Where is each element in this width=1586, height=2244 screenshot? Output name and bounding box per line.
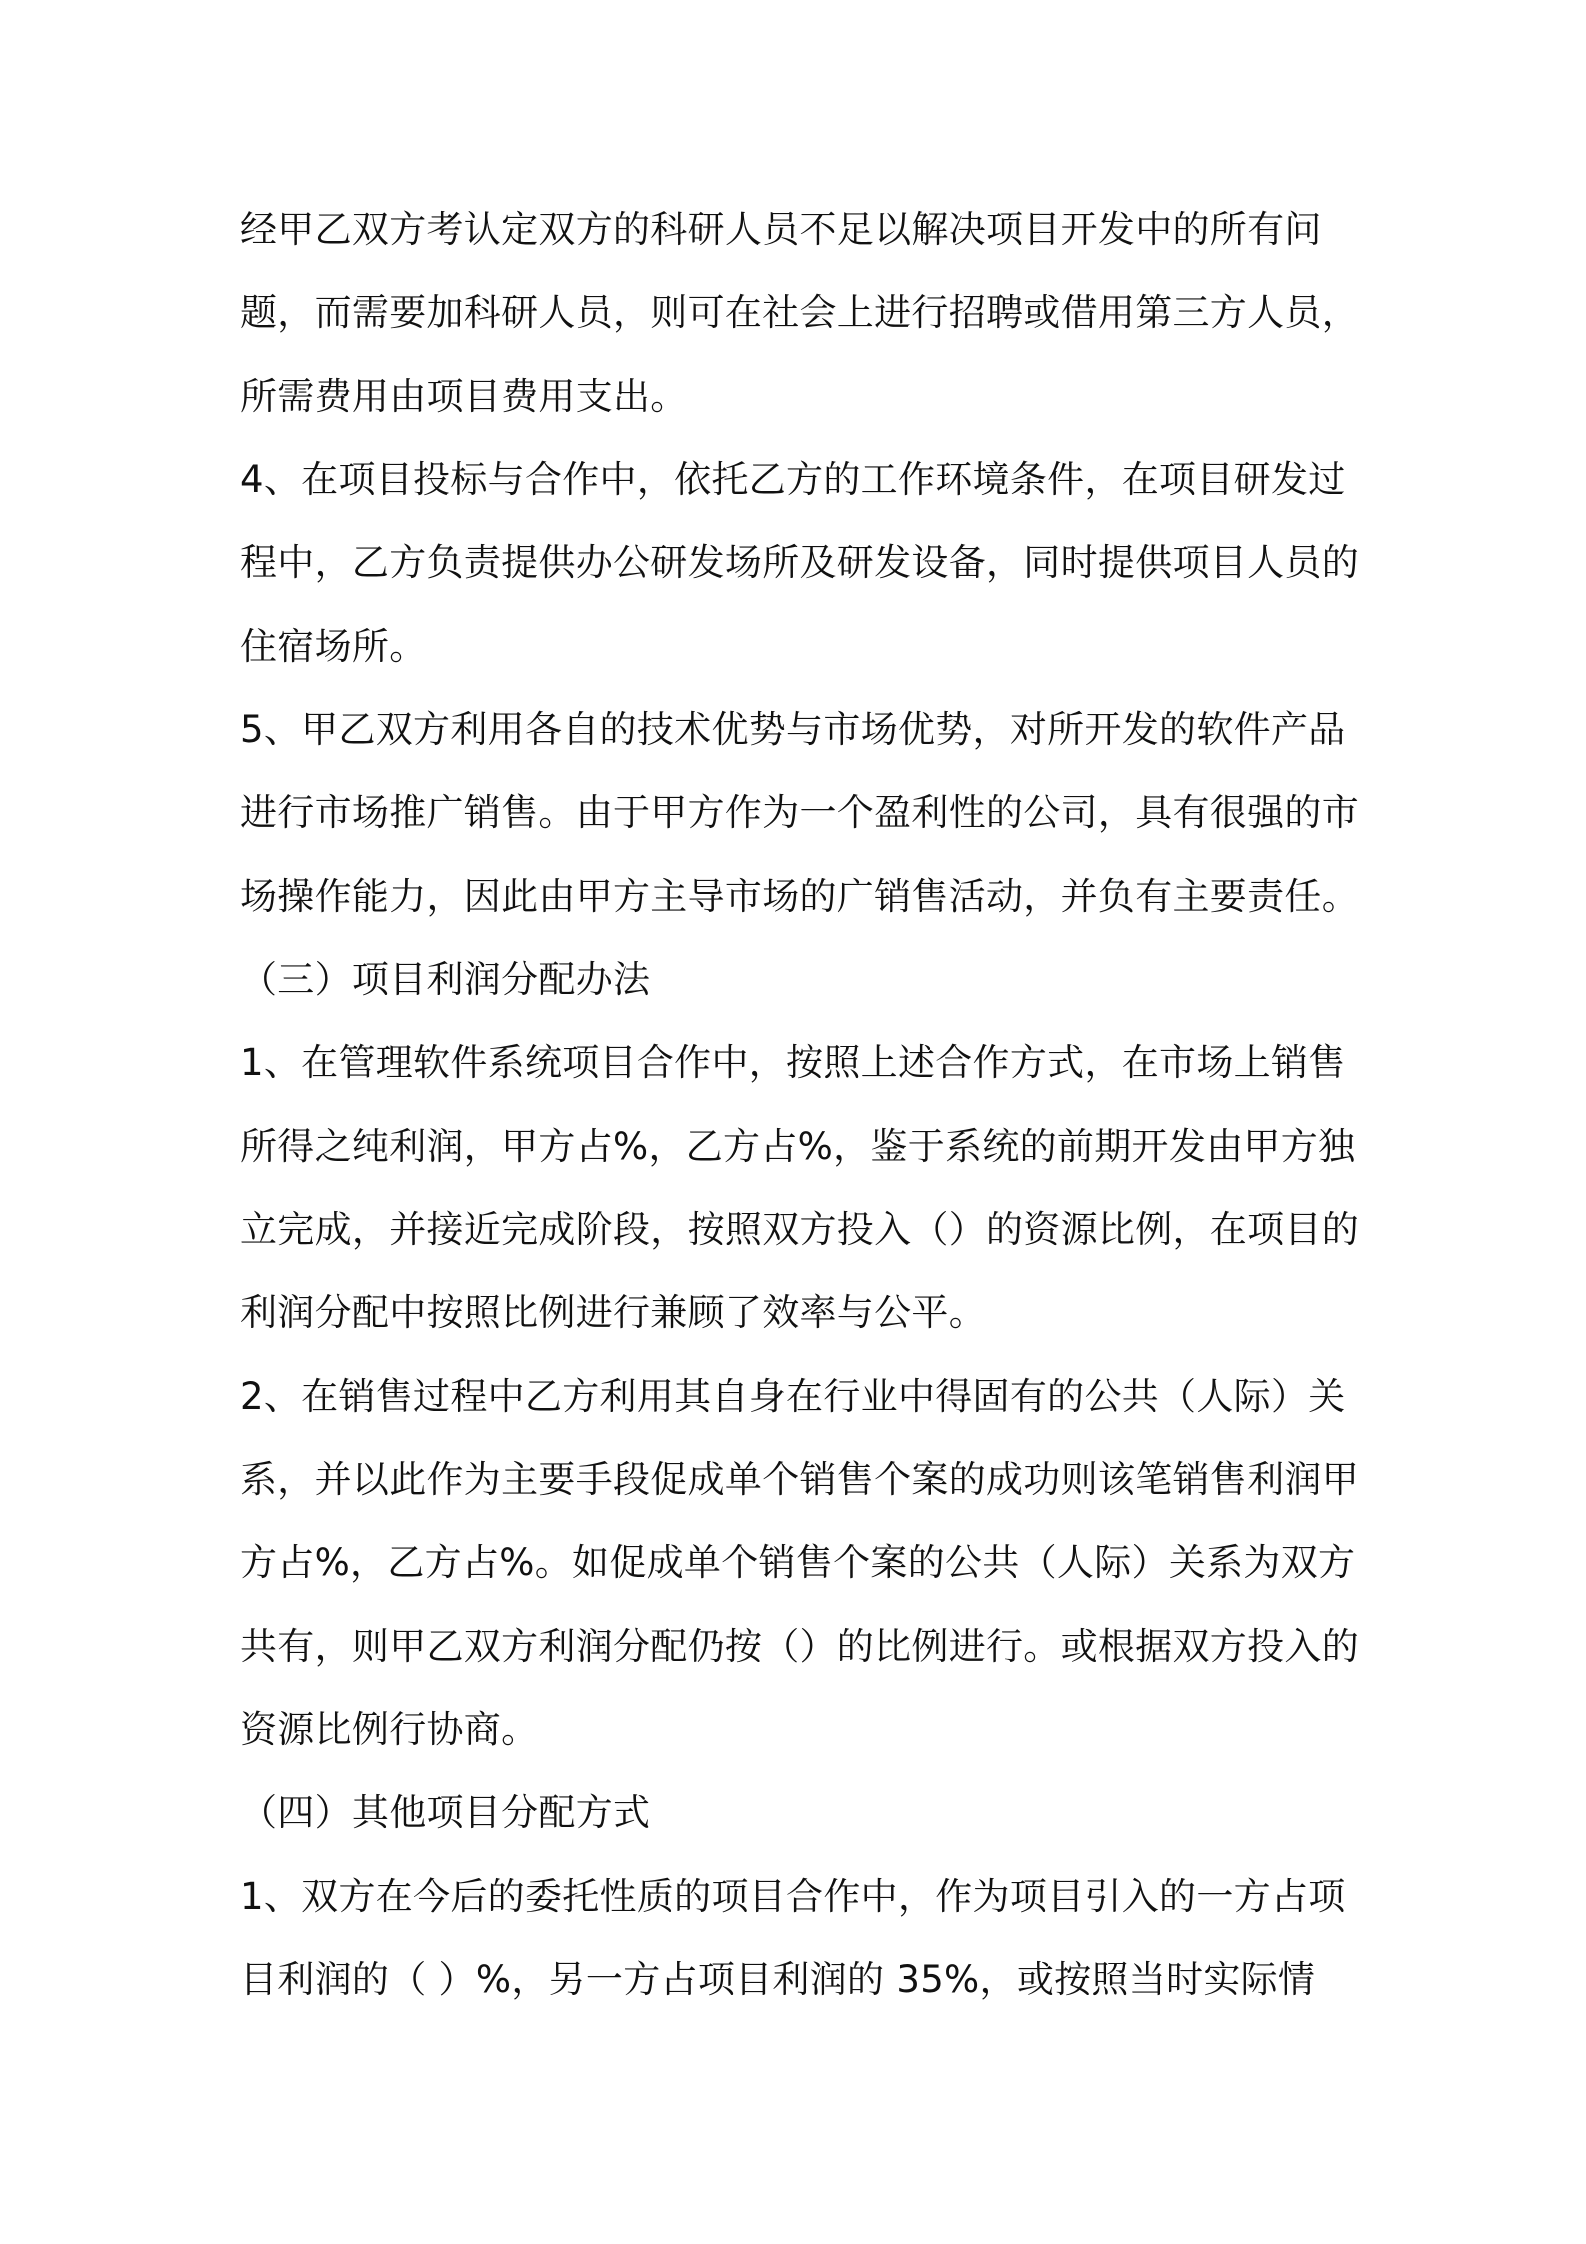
paragraph-line: 住宿场所。 <box>240 625 427 668</box>
paragraph-line: 4、在项目投标与合作中，依托乙方的工作环境条件，在项目研发过 <box>240 458 1346 501</box>
paragraph-line: 共有，则甲乙双方利润分配仍按（）的比例进行。或根据双方投入的 <box>240 1625 1359 1668</box>
paragraph-line: 经甲乙双方考认定双方的科研人员不足以解决项目开发中的所有问 <box>240 208 1322 251</box>
section-heading: （三）项目利润分配办法 <box>240 958 651 1001</box>
paragraph-line: 1、在管理软件系统项目合作中，按照上述合作方式，在市场上销售 <box>240 1041 1346 1084</box>
paragraph-line: 程中，乙方负责提供办公研发场所及研发设备，同时提供项目人员的 <box>240 541 1359 584</box>
paragraph-line: 方占%，乙方占%。如促成单个销售个案的公共（人际）关系为双方 <box>240 1541 1356 1584</box>
paragraph-line: 所需费用由项目费用支出。 <box>240 375 688 418</box>
paragraph-line: 场操作能力，因此由甲方主导市场的广销售活动，并负有主要责任。 <box>240 875 1359 918</box>
paragraph-line: 系，并以此作为主要手段促成单个销售个案的成功则该笔销售利润甲 <box>240 1458 1359 1501</box>
paragraph-line: 2、在销售过程中乙方利用其自身在行业中得固有的公共（人际）关 <box>240 1375 1346 1418</box>
paragraph-line: 5、甲乙双方利用各自的技术优势与市场优势，对所开发的软件产品 <box>240 708 1346 751</box>
paragraph-line: 进行市场推广销售。由于甲方作为一个盈利性的公司，具有很强的市 <box>240 791 1359 834</box>
paragraph-line: 资源比例行协商。 <box>240 1708 539 1751</box>
paragraph-line: 目利润的（ ）%，另一方占项目利润的 35%，或按照当时实际情 <box>240 1958 1316 2001</box>
section-heading: （四）其他项目分配方式 <box>240 1791 651 1834</box>
paragraph-line: 利润分配中按照比例进行兼顾了效率与公平。 <box>240 1291 986 1334</box>
paragraph-line: 题，而需要加科研人员，则可在社会上进行招聘或借用第三方人员， <box>240 291 1359 334</box>
paragraph-line: 所得之纯利润，甲方占%，乙方占%，鉴于系统的前期开发由甲方独 <box>240 1125 1356 1168</box>
paragraph-line: 立完成，并接近完成阶段，按照双方投入（）的资源比例，在项目的 <box>240 1208 1359 1251</box>
paragraph-line: 1、双方在今后的委托性质的项目合作中，作为项目引入的一方占项 <box>240 1875 1346 1918</box>
